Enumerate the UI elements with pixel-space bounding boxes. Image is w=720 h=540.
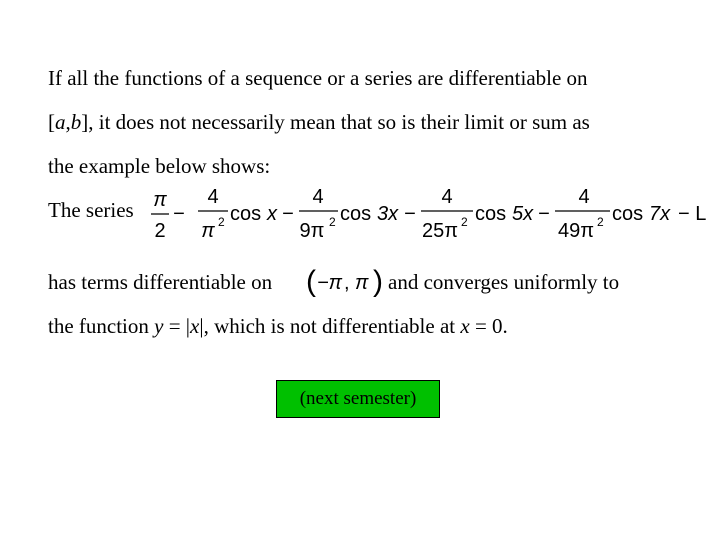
term-2-den: 9π [299,220,325,242]
term-3-sign: − [404,203,416,225]
comma: , [65,110,71,134]
term-2-arg: 3x [377,203,399,225]
term-4-arg: 7x [649,203,671,225]
term-3-exp: 2 [461,215,468,229]
term-1-den: π [201,220,215,242]
term-3-den: 25π [421,220,459,242]
term-1-cos: cos [230,203,262,225]
pi-half-num: π [153,189,167,211]
term-4-sign: − [538,203,550,225]
term-2-cos: cos [340,203,372,225]
term-3-num: 4 [441,186,453,208]
interval-lparen: ( [306,265,316,298]
term-2-num: 4 [312,186,324,208]
line-2-rest: ], it does not necessarily mean that so is their limit or sum as [81,110,590,134]
interval-formula [306,264,386,298]
interval-rparen: ) [373,265,383,298]
next-semester-note: (next semester) [276,380,440,418]
var-x: x [190,314,200,338]
conclusion-t4: = 0. [469,314,508,338]
interval-sep: , [344,272,350,294]
var-a: a [55,110,66,134]
conclusion-t1: the function [48,314,155,338]
series-formula [150,186,720,246]
term-4-den: 49π [557,220,595,242]
convergence-prefix: has terms differentiable on [48,270,273,294]
open-bracket: [ [48,110,55,134]
term-3-arg: 5x [512,203,534,225]
var-b: b [70,110,82,134]
series-label: The series [48,198,134,222]
term-1-sign: − [173,203,185,225]
term-2-exp: 2 [329,215,336,229]
term-3-cos: cos [475,203,507,225]
series-ellipsis: − L [678,203,707,225]
term-1-exp: 2 [218,215,225,229]
interval-b: π [355,272,369,294]
pi-half-den: 2 [154,220,166,242]
interval-a: −π [317,272,343,294]
conclusion-line [48,314,508,339]
conclusion-t2: = | [163,314,191,338]
term-2-sign: − [282,203,294,225]
line-3: the example below shows: [48,154,271,178]
var-y: y [154,314,164,338]
term-4-num: 4 [578,186,590,208]
term-1-arg: x [267,203,277,225]
term-4-cos: cos [612,203,644,225]
var-x: x [460,314,470,338]
conclusion-t3: |, which is not differentiable at [199,314,461,338]
convergence-line [48,270,272,295]
term-4-exp: 2 [597,215,604,229]
line-1: If all the functions of a sequence or a series are differentiable on [48,66,588,90]
convergence-suffix: and converges uniformly to [388,270,620,294]
term-1-num: 4 [207,186,219,208]
line-2 [48,110,590,135]
